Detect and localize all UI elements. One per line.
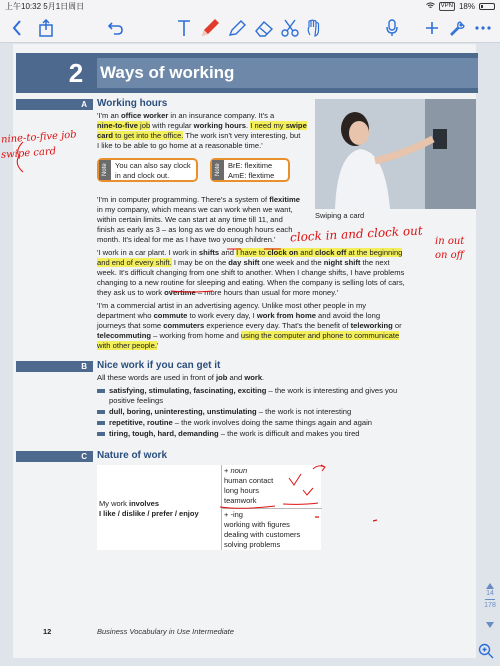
more-icon <box>475 26 491 30</box>
microphone-icon <box>386 19 398 37</box>
text-line: 'I work in a car plant. I work in shifts and I have to clock on and clock off at the beginning <box>97 248 403 257</box>
share-button[interactable] <box>36 17 56 39</box>
text-line: telecommuting – working from home and using the computer and phone to communicate <box>97 331 400 340</box>
pen-tool[interactable] <box>198 17 222 39</box>
section-b-intro: All these words are used in front of job and work. <box>97 373 265 382</box>
eraser-icon <box>254 19 274 37</box>
note-line: in and clock out. <box>115 170 170 180</box>
table-cell: human contact <box>224 476 274 485</box>
highlighter-tool[interactable] <box>226 17 248 39</box>
note-tab: Note <box>99 160 111 180</box>
hand-icon <box>306 19 322 37</box>
section-a-bar: A <box>16 99 93 110</box>
current-page: 14 <box>486 590 494 597</box>
text-line: 'I'm a commercial artist in an advertising agency. Unlike most other people in my <box>97 301 367 310</box>
table-cell: teamwork <box>224 496 257 505</box>
table-cell: + noun <box>224 466 248 475</box>
text-icon <box>177 19 191 37</box>
list-item: tiring, tough, hard, demanding – the work is difficult and makes you tired <box>97 429 417 439</box>
status-date: 5月1日周日 <box>43 2 85 11</box>
back-button[interactable] <box>8 17 26 39</box>
note-line: You can also say clock <box>115 161 191 170</box>
list-item: satisfying, stimulating, fascinating, exciting – the work is interesting and gives you positive feelings <box>97 386 417 406</box>
vpn-badge: VPN <box>440 3 453 9</box>
table-left-line: My work involves <box>99 499 160 508</box>
text-line: nine-to-five job with regular working hours. I need my swipe <box>97 121 307 130</box>
undo-button[interactable] <box>106 17 126 39</box>
note-line: AmE: flextime <box>228 170 275 180</box>
table-cell: dealing with customers <box>224 530 301 539</box>
section-b-title: Nice work if you can get it <box>97 360 221 371</box>
status-bar <box>0 0 500 13</box>
section-a-title: Working hours <box>97 98 168 109</box>
wifi-icon <box>426 2 435 11</box>
text-line: I like to be able to go home at a reasonable time.' <box>97 141 263 150</box>
text-line: department who commute to work every day, I work from home and avoid the long <box>97 311 381 320</box>
handwritten-note-nine-to-five: nine-to-five job <box>0 129 78 146</box>
text-line: finish as early as 3 – as long as we do enough hours each <box>97 225 293 234</box>
microphone-button[interactable] <box>384 17 400 39</box>
note-line: BrE: flexitime <box>228 161 273 170</box>
ink-strokes <box>13 44 476 658</box>
handwritten-note-on-off: on off <box>435 250 464 261</box>
text-line: with other people.' <box>97 341 159 350</box>
chevron-left-icon <box>12 20 22 36</box>
section-c-title: Nature of work <box>97 450 168 461</box>
unit-title: Ways of working <box>97 58 478 88</box>
battery-icon <box>479 3 495 10</box>
total-pages: 178 <box>484 602 496 609</box>
text-line: month. It's ideal for me as I have two young children.' <box>97 235 276 244</box>
settings-button[interactable] <box>448 17 466 39</box>
book-title: Business Vocabulary in Use Intermediate <box>97 627 234 636</box>
annotation-toolbar <box>0 13 500 43</box>
lasso-tool[interactable] <box>280 17 300 39</box>
note-tab: Note <box>212 160 224 180</box>
more-button[interactable] <box>474 17 492 39</box>
page-divider <box>485 599 495 600</box>
status-right <box>426 2 495 11</box>
magnifier-icon <box>478 643 494 659</box>
photo-caption: Swiping a card <box>315 211 365 220</box>
text-line: in my company, which means we can work when we want, <box>97 205 293 214</box>
plus-icon <box>425 21 439 35</box>
document-page <box>0 44 476 658</box>
text-line: 'I'm in computer programming. There's a system of flexitime <box>97 195 300 204</box>
text-line: week. It's difficult changing from one shift to another. When I change shifts, I have problems <box>97 268 405 277</box>
hand-tool[interactable] <box>304 17 324 39</box>
add-button[interactable] <box>424 17 440 39</box>
scissors-icon <box>281 19 299 37</box>
status-time: 上午10:32 <box>5 2 42 11</box>
text-line: within certain limits. We can start at any time till 11, and <box>97 215 283 224</box>
section-c-bar: C <box>16 451 93 462</box>
highlighter-icon <box>227 18 247 38</box>
status-left <box>5 1 84 12</box>
text-tool[interactable] <box>174 17 194 39</box>
page-indicator <box>483 589 497 610</box>
table-left-line: I like / dislike / prefer / enjoy <box>99 509 199 518</box>
scroll-down-icon[interactable] <box>485 616 495 634</box>
eraser-tool[interactable] <box>253 17 275 39</box>
text-line: they ask us to work overtime – more hours than usual for more money.' <box>97 288 339 297</box>
undo-icon <box>108 20 124 36</box>
unit-number: 2 <box>68 58 84 88</box>
text-line: card to get into the office. The work isn't very interesting, but <box>97 131 301 140</box>
zoom-button[interactable] <box>478 643 494 664</box>
handwritten-note-swipe-card: swipe card <box>0 146 57 161</box>
text-line: and end of every shift. I may be on the day shift one week and the night shift the next <box>97 258 390 267</box>
pen-icon <box>199 17 221 39</box>
page-number: 12 <box>43 627 52 636</box>
handwritten-note-in-out: in out <box>435 236 465 247</box>
text-line: journeys that some commuters experience every day. That's the benefit of teleworking or <box>97 321 402 330</box>
text-line: changing to a new routine for sleeping and eating. When the company is selling lots of cars, <box>97 278 405 287</box>
battery-percent: 18% <box>458 2 475 11</box>
wrench-icon <box>449 20 465 36</box>
table-cell: + -ing <box>224 510 243 519</box>
list-item: repetitive, routine – the work involves doing the same things again and again <box>97 418 417 428</box>
share-icon <box>39 19 53 37</box>
handwritten-note-clock-in: clock in and clock out <box>289 223 423 245</box>
table-cell: long hours <box>224 486 260 495</box>
section-b-bar: B <box>16 361 93 372</box>
table-cell: working with figures <box>224 520 290 529</box>
table-cell: solving problems <box>224 540 281 549</box>
text-line: 'I'm an office worker in an insurance company. It's a <box>97 111 275 120</box>
list-item: dull, boring, uninteresting, unstimulating – the work is not interesting <box>97 407 417 417</box>
